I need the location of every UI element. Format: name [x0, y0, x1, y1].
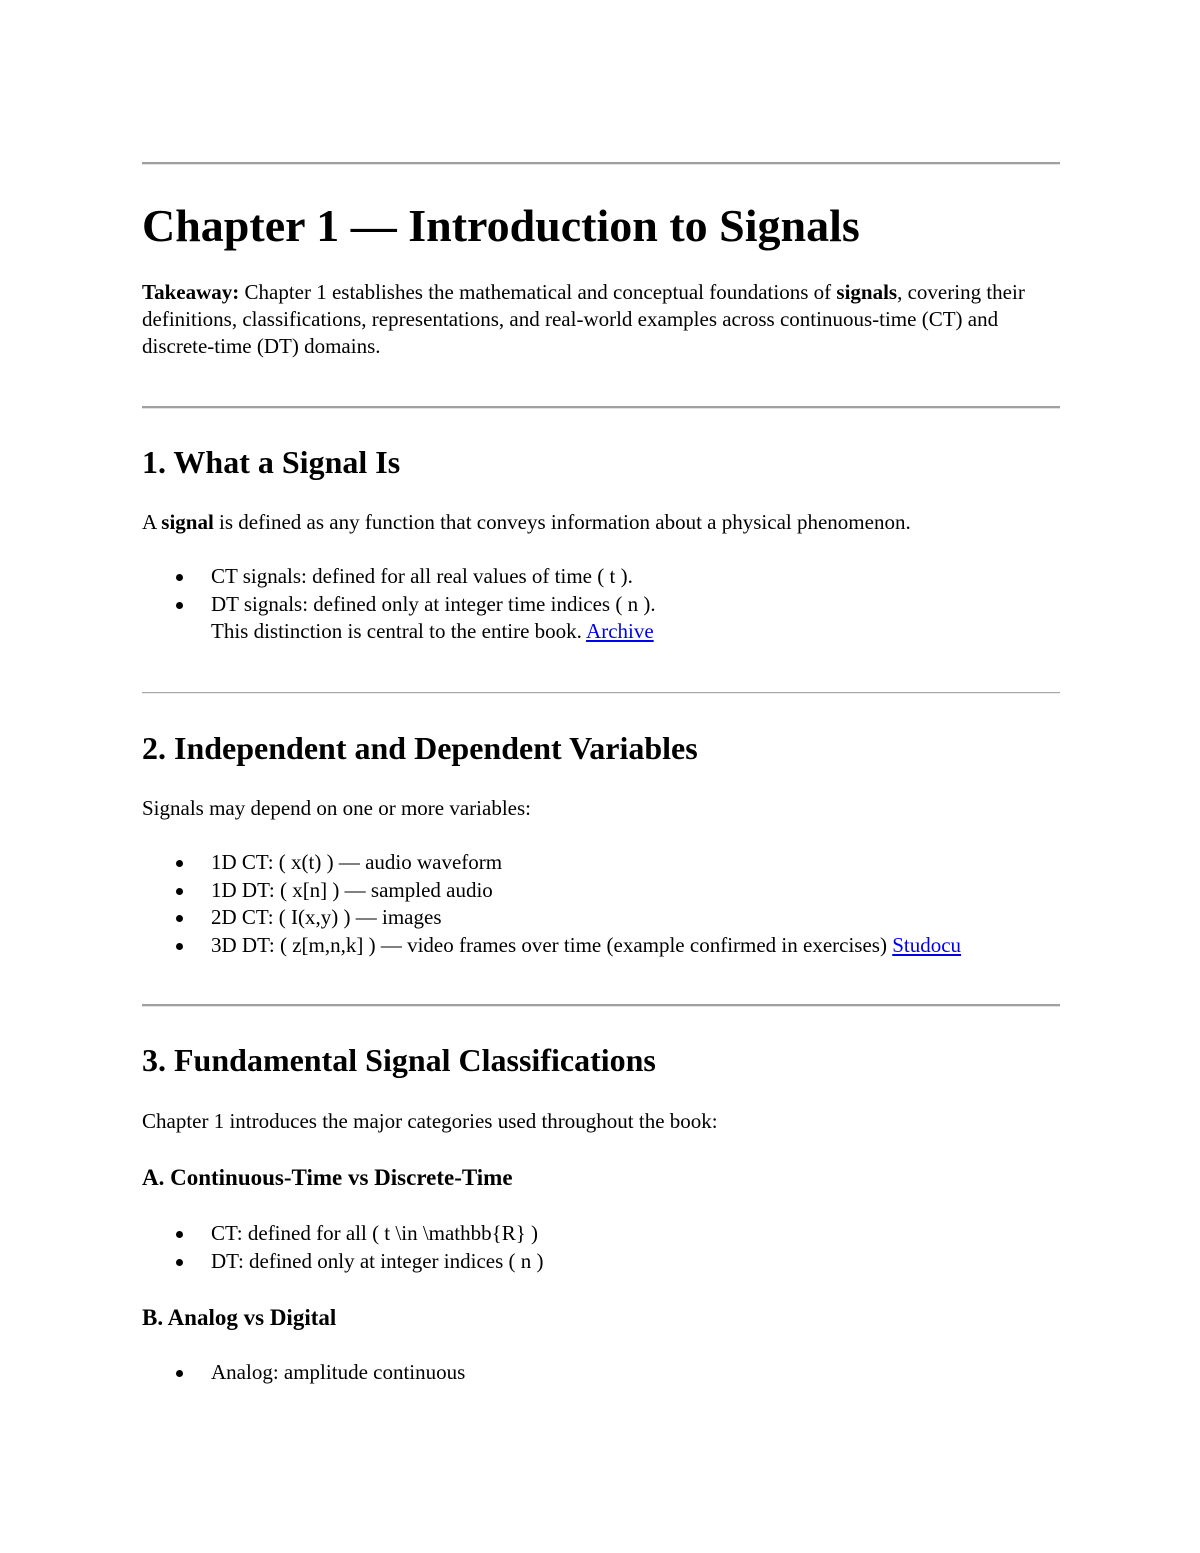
section-2-heading: 2. Independent and Dependent Variables — [142, 730, 698, 766]
section-3-intro — [142, 1108, 1060, 1135]
list-item-text: CT signals: defined for all real values of time ( t ). — [211, 564, 633, 588]
intro-bold: signal — [161, 510, 214, 534]
list-item-text: Analog: amplitude continuous — [211, 1360, 466, 1384]
takeaway-text-1: Chapter 1 establishes the mathematical and conceptual foundations of — [239, 280, 837, 304]
list-item-text: 2D CT: ( I(x,y) ) — images — [211, 905, 442, 929]
list-item — [142, 932, 1060, 960]
bullet-icon — [176, 888, 183, 895]
takeaway-paragraph — [142, 279, 1060, 360]
subsection-b-heading: B. Analog vs Digital — [142, 1305, 337, 1330]
list-item — [142, 904, 1060, 932]
list-item-text: 1D DT: ( x[n] ) — sampled audio — [211, 877, 493, 902]
studocu-link[interactable]: Studocu — [892, 932, 962, 957]
horizontal-rule — [142, 692, 1060, 694]
intro-text: Chapter 1 introduces the major categories used throughout the book: — [142, 1109, 718, 1133]
section-3 — [142, 1041, 1060, 1079]
chapter-header — [142, 200, 1060, 252]
bullet-icon — [176, 1231, 183, 1238]
bullet-icon — [176, 1259, 183, 1266]
list-item-text: 3D DT: ( z[m,n,k] ) — video frames over time (example confirmed in exercises) — [211, 932, 893, 957]
list-item — [142, 849, 1060, 877]
intro-text: Signals may depend on one or more variables: — [142, 796, 531, 820]
horizontal-rule — [142, 1004, 1060, 1007]
bullet-icon — [176, 915, 183, 922]
section-1-heading: 1. What a Signal Is — [142, 444, 401, 480]
section-1-intro — [142, 509, 1060, 536]
bullet-icon — [176, 574, 183, 581]
bullet-icon — [176, 602, 183, 609]
section-2-intro — [142, 795, 1060, 822]
bullet-icon — [176, 1370, 183, 1377]
horizontal-rule — [142, 406, 1060, 409]
list-item-text: DT signals: defined only at integer time indices ( n ). — [211, 591, 656, 616]
bullet-icon — [176, 943, 183, 950]
subsection-a-list — [142, 1220, 1060, 1275]
list-item-continuation: This distinction is central to the entire book. — [211, 619, 587, 643]
takeaway-label: Takeaway: — [142, 280, 240, 304]
subsection-a — [142, 1164, 1060, 1192]
section-1-list — [142, 563, 1060, 646]
bullet-icon — [176, 860, 183, 867]
takeaway-text-2: , covering their definitions, classifications, representations, and real-world examples across continuous-time (CT) and discrete-time (DT) domains. — [142, 280, 1025, 358]
list-item — [142, 1359, 1060, 1387]
horizontal-rule — [142, 162, 1060, 165]
takeaway-bold-word: signals — [836, 280, 898, 304]
section-1 — [142, 443, 1060, 481]
subsection-a-heading: A. Continuous-Time vs Discrete-Time — [142, 1165, 513, 1190]
list-item — [142, 877, 1060, 905]
list-item — [142, 591, 1060, 646]
intro-text: A — [142, 510, 162, 534]
subsection-b-list — [142, 1359, 1060, 1387]
section-2-list — [142, 849, 1060, 959]
section-3-heading: 3. Fundamental Signal Classifications — [142, 1042, 656, 1078]
list-item-text: DT: defined only at integer indices ( n ) — [211, 1248, 544, 1273]
archive-link[interactable]: Archive — [586, 619, 654, 643]
subsection-b — [142, 1304, 1060, 1332]
list-item — [142, 1248, 1060, 1276]
chapter-title: Chapter 1 — Introduction to Signals — [142, 200, 860, 251]
list-item-text: CT: defined for all ( t \in \mathbb{R} ) — [211, 1221, 539, 1245]
intro-text: is defined as any function that conveys information about a physical phenomenon. — [213, 510, 911, 534]
list-item-text: 1D CT: ( x(t) ) — audio waveform — [211, 850, 503, 874]
list-item — [142, 1220, 1060, 1248]
list-item — [142, 563, 1060, 591]
section-2 — [142, 729, 1060, 767]
